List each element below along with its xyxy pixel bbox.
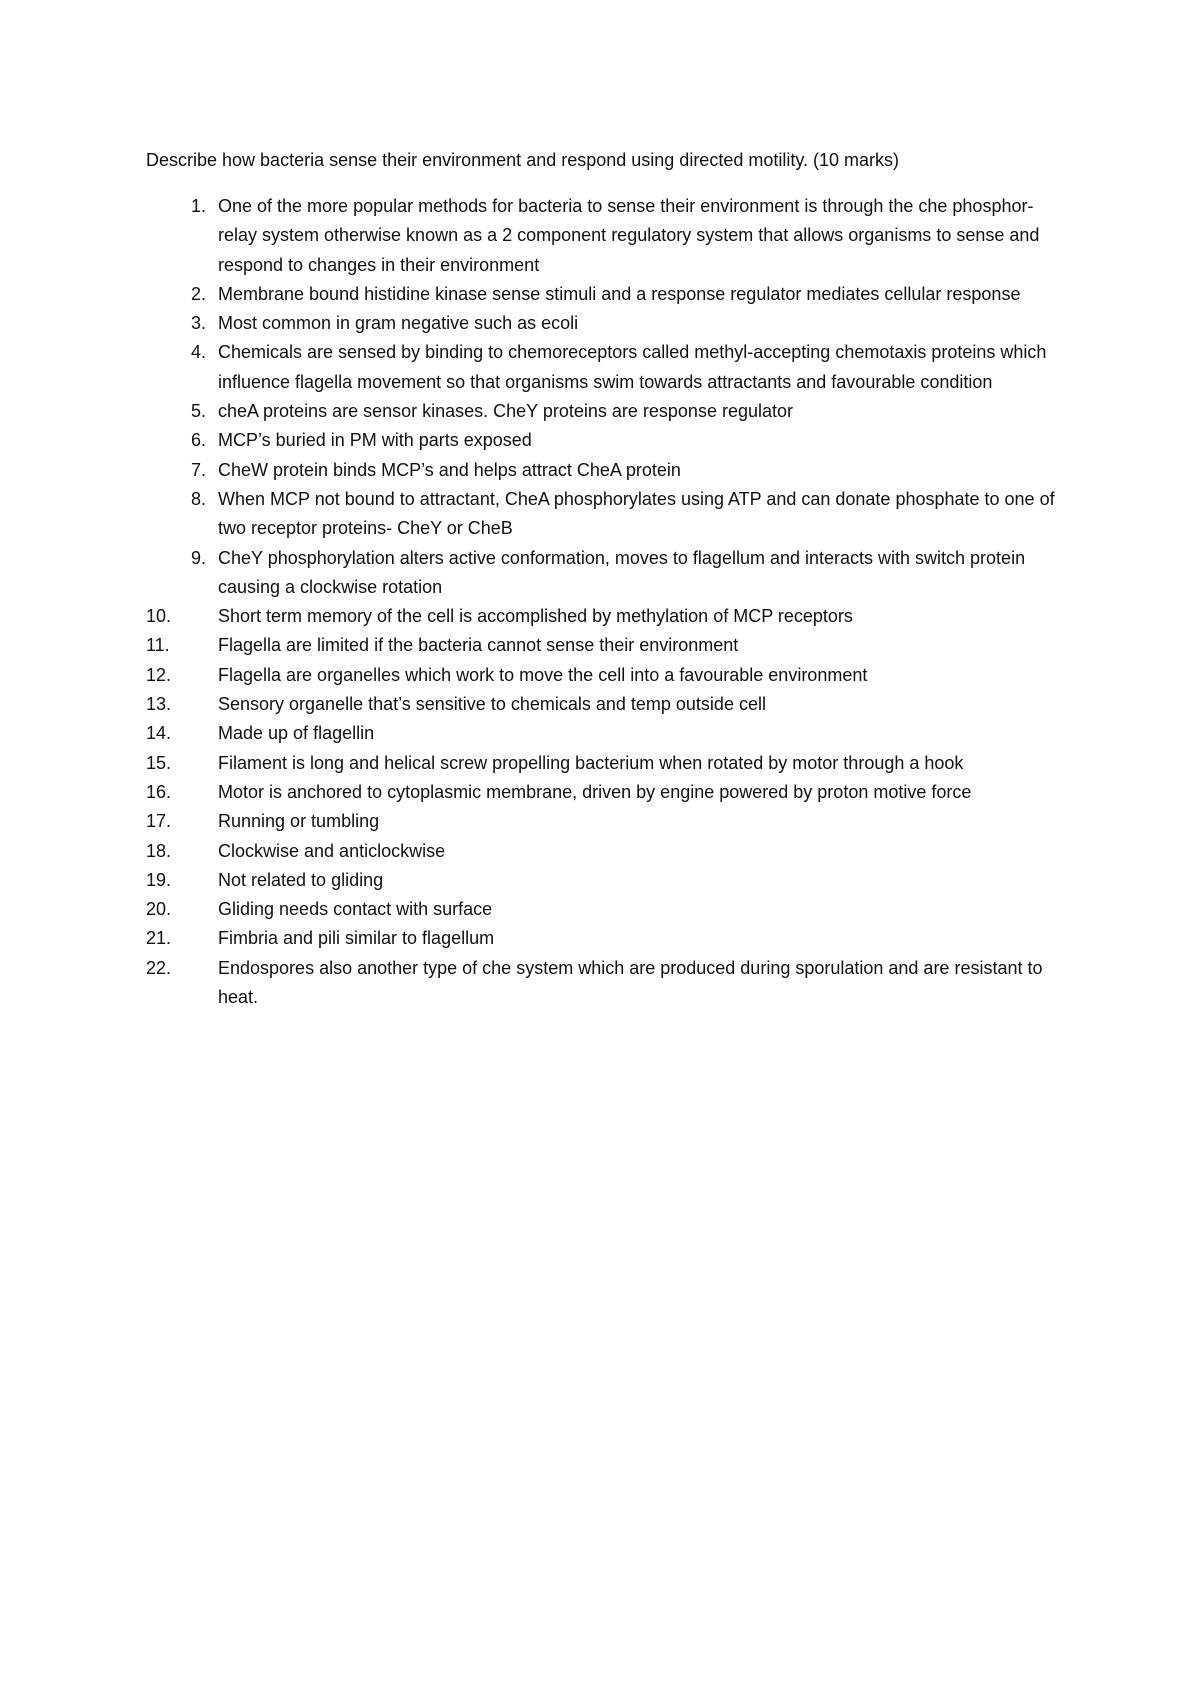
list-item-number: 8. bbox=[190, 488, 206, 509]
list-item-text: Membrane bound histidine kinase sense stimuli and a response regulator mediates cellular response bbox=[218, 283, 1021, 304]
list-item-number: 18. bbox=[146, 840, 172, 861]
list-item-number: 22. bbox=[146, 957, 172, 978]
list-item-number: 15. bbox=[146, 752, 172, 773]
list-item-text: Sensory organelle that’s sensitive to chemicals and temp outside cell bbox=[218, 694, 766, 715]
list-item-text: Fimbria and pili similar to flagellum bbox=[218, 928, 495, 949]
list-item-text: CheW protein binds MCP’s and helps attract CheA protein bbox=[218, 459, 681, 480]
list-item-text: Flagella are organelles which work to move the cell into a favourable environment bbox=[218, 664, 868, 685]
list-item-number: 9. bbox=[190, 547, 206, 568]
list-item bbox=[0, 544, 1200, 603]
list-item-number: 5. bbox=[190, 401, 206, 422]
list-item bbox=[0, 749, 1200, 778]
list-item-text: Not related to gliding bbox=[218, 869, 384, 890]
list-item-number: 12. bbox=[146, 664, 172, 685]
list-item-number: 7. bbox=[190, 459, 206, 480]
list-item-number: 11. bbox=[146, 635, 170, 656]
list-item-number: 3. bbox=[190, 313, 206, 334]
list-item-text: Short term memory of the cell is accomplished by methylation of MCP receptors bbox=[218, 606, 853, 627]
list-item bbox=[0, 837, 1200, 866]
list-item-number: 21. bbox=[146, 928, 172, 949]
list-item-number: 13. bbox=[146, 694, 172, 715]
list-item-text: Motor is anchored to cytoplasmic membrane, driven by engine powered by proton motive force bbox=[218, 781, 972, 802]
answer-list bbox=[0, 192, 1200, 1012]
list-item bbox=[0, 719, 1200, 748]
list-item-number: 10. bbox=[146, 606, 172, 627]
list-item-text: CheY phosphorylation alters active conformation, moves to flagellum and interacts with switch protein causing a clockwise rotation bbox=[218, 547, 1026, 597]
list-item-text: Made up of flagellin bbox=[218, 723, 375, 744]
list-item-number: 19. bbox=[146, 869, 172, 890]
list-item-text: Clockwise and anticlockwise bbox=[218, 840, 446, 861]
list-item bbox=[0, 924, 1200, 953]
list-item bbox=[0, 456, 1200, 485]
list-item bbox=[0, 485, 1200, 544]
list-item-text: Endospores also another type of che system which are produced during sporulation and are resistant to heat. bbox=[218, 957, 1043, 1008]
question-heading: Describe how bacteria sense their environment and respond using directed motility. (10 marks) bbox=[146, 150, 900, 170]
list-item bbox=[0, 778, 1200, 807]
list-item bbox=[0, 661, 1200, 690]
list-item bbox=[0, 895, 1200, 924]
list-item-text: Chemicals are sensed by binding to chemoreceptors called methyl-accepting chemotaxis proteins which influence flagella movement so that organisms swim towards attractants and favourable condition bbox=[218, 342, 1047, 392]
list-item bbox=[0, 280, 1200, 309]
list-item-number: 17. bbox=[146, 811, 172, 832]
list-item-number: 14. bbox=[146, 723, 172, 744]
list-item-number: 4. bbox=[190, 342, 206, 363]
list-item-text: Running or tumbling bbox=[218, 811, 380, 832]
list-item bbox=[0, 807, 1200, 836]
list-item bbox=[0, 338, 1200, 397]
list-item bbox=[0, 954, 1200, 1013]
list-item-text: MCP’s buried in PM with parts exposed bbox=[218, 430, 532, 451]
list-item-number: 2. bbox=[190, 283, 206, 304]
list-item bbox=[0, 309, 1200, 338]
list-item-number: 16. bbox=[146, 781, 172, 802]
list-item bbox=[0, 631, 1200, 660]
list-item-text: Filament is long and helical screw propelling bacterium when rotated by motor through a hook bbox=[218, 752, 964, 773]
list-item-text: When MCP not bound to attractant, CheA phosphorylates using ATP and can donate phosphate to one of two receptor proteins- CheY or CheB bbox=[218, 488, 1055, 539]
list-item bbox=[0, 426, 1200, 455]
list-item-text: Flagella are limited if the bacteria cannot sense their environment bbox=[218, 635, 739, 656]
list-item-number: 20. bbox=[146, 899, 172, 920]
list-item-text: Most common in gram negative such as ecoli bbox=[218, 313, 579, 334]
list-item-text: Gliding needs contact with surface bbox=[218, 899, 493, 920]
list-item-text: cheA proteins are sensor kinases. CheY proteins are response regulator bbox=[218, 401, 793, 422]
list-item bbox=[0, 397, 1200, 426]
list-item bbox=[0, 602, 1200, 631]
list-item bbox=[0, 690, 1200, 719]
list-item bbox=[0, 866, 1200, 895]
list-item-number: 1. bbox=[190, 196, 206, 216]
list-item-number: 6. bbox=[190, 430, 206, 451]
list-item-text: One of the more popular methods for bacteria to sense their environment is through the che phosphor-relay system otherwise known as a 2 component regulatory system that allows organisms to sense and respond to changes in their environment bbox=[218, 196, 1040, 275]
list-item bbox=[0, 192, 1200, 280]
